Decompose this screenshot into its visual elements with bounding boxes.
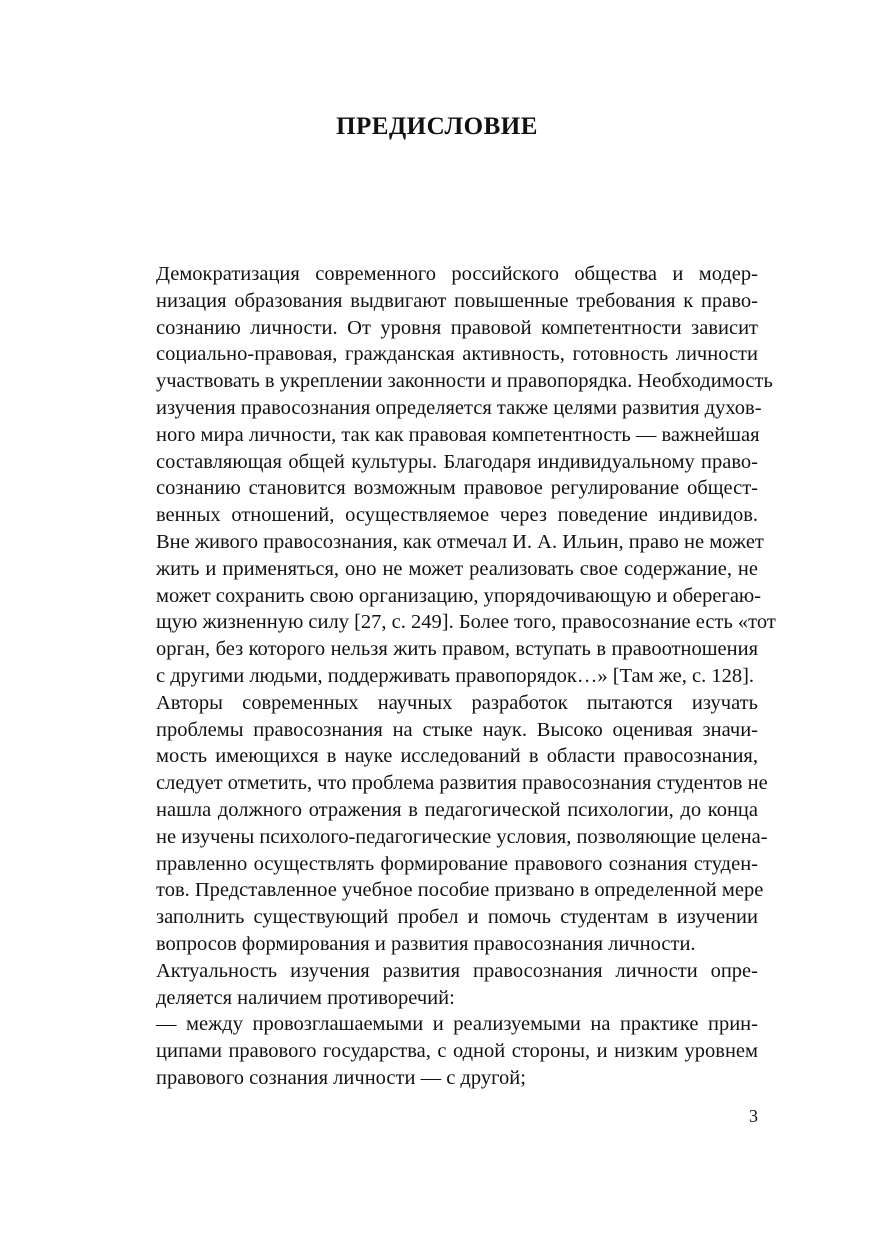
text-line: щую жизненную силу [27, с. 249]. Более того, правосознание есть «тот bbox=[156, 611, 776, 634]
text-line: социально-правовая, гражданская активность, готовность личности bbox=[156, 343, 758, 366]
text-line: изучения правосознания определяется также целями развития духов- bbox=[156, 396, 762, 419]
text-line: орган, без которого нельзя жить правом, вступать в правоотношения bbox=[156, 638, 758, 661]
text-line: составляющая общей культуры. Благодаря индивидуальному право- bbox=[156, 450, 758, 473]
text-line: правленно осуществлять формирование правового сознания студен- bbox=[156, 852, 758, 875]
page-title: ПРЕДИСЛОВИЕ bbox=[336, 113, 538, 140]
text-line: сознанию личности. От уровня правовой компетентности зависит bbox=[156, 316, 758, 339]
text-line: — между провозглашаемыми и реализуемыми на практике прин- bbox=[156, 1013, 758, 1036]
paragraph-authors bbox=[116, 690, 768, 958]
text-line: правового сознания личности — с другой; bbox=[156, 1066, 526, 1089]
text-line: следует отметить, что проблема развития правосознания студентов не bbox=[156, 772, 768, 795]
text-line: венных отношений, осуществляемое через поведение индивидов. bbox=[156, 504, 758, 527]
text-line: Актуальность изучения развития правосознания личности опре- bbox=[156, 959, 758, 982]
text-line: ципами правового государства, с одной стороны, и низким уровнем bbox=[156, 1040, 758, 1063]
text-line: низация образования выдвигают повышенные требования к право- bbox=[156, 289, 758, 312]
paragraph-relevance bbox=[116, 958, 758, 1012]
body-text bbox=[116, 261, 776, 1092]
text-line: Авторы современных научных разработок пытаются изучать bbox=[156, 691, 758, 714]
text-line: ного мира личности, так как правовая компетентность — важнейшая bbox=[156, 423, 760, 446]
text-line: мость имеющихся в науке исследований в области правосознания, bbox=[156, 745, 758, 768]
text-line: Вне живого правосознания, как отмечал И. А. Ильин, право не может bbox=[156, 530, 764, 553]
text-line: тов. Представленное учебное пособие призвано в определенной мере bbox=[156, 879, 764, 902]
text-line: не изучены психолого-педагогические условия, позволяющие целена- bbox=[156, 825, 768, 848]
text-line: вопросов формирования и развития правосознания личности. bbox=[156, 932, 696, 955]
text-line: жить и применяться, оно не может реализовать свое содержание, не bbox=[156, 557, 758, 580]
text-line: Демократизация современного российского общества и модер- bbox=[156, 263, 758, 285]
paragraph-contradiction bbox=[116, 1011, 758, 1091]
paragraph-democratization bbox=[116, 261, 776, 690]
text-line: сознанию становится возможным правовое регулирование общест- bbox=[156, 477, 758, 500]
text-line: может сохранить свою организацию, упорядочивающую и оберегаю- bbox=[156, 584, 762, 607]
text-line: участвовать в укреплении законности и правопорядка. Необходимость bbox=[156, 370, 773, 393]
text-line: нашла должного отражения в педагогической психологии, до конца bbox=[156, 798, 758, 821]
text-line: заполнить существующий пробел и помочь студентам в изучении bbox=[156, 906, 758, 929]
text-line: с другими людьми, поддерживать правопорядок…» [Там же, с. 128]. bbox=[156, 664, 755, 687]
text-line: деляется наличием противоречий: bbox=[156, 986, 455, 1009]
page-number: 3 bbox=[749, 1106, 758, 1126]
text-line: проблемы правосознания на стыке наук. Высоко оценивая значи- bbox=[156, 718, 758, 741]
